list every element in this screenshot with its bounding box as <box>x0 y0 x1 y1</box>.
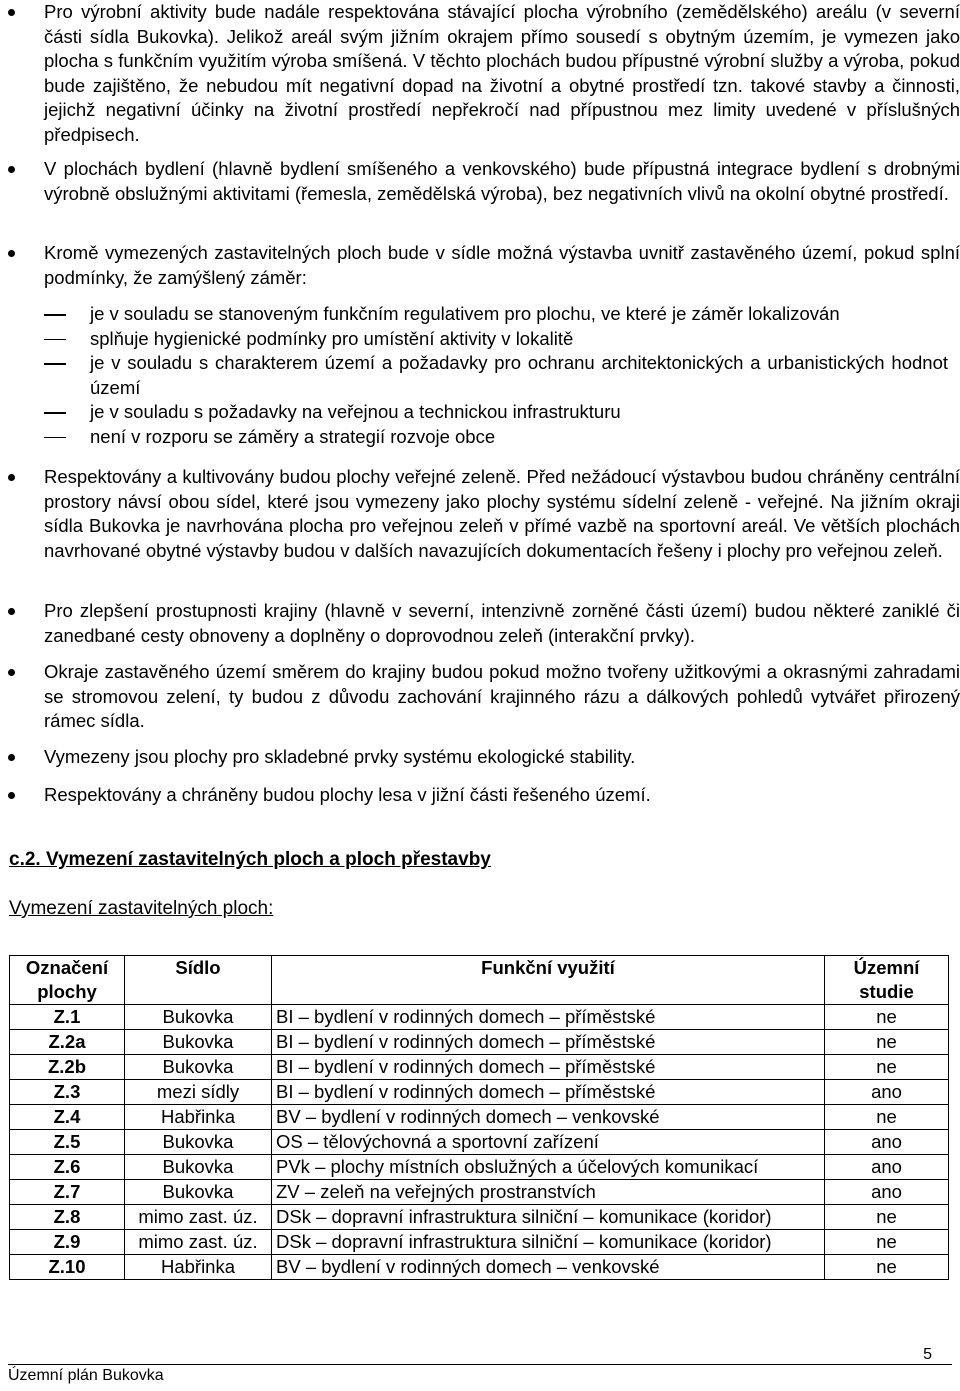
cell-site: Bukovka <box>125 1055 272 1080</box>
bullet-dot-icon <box>8 669 15 676</box>
bullet-item <box>0 783 960 808</box>
cell-use: BI – bydlení v rodinných domech – příměstské <box>272 1055 825 1080</box>
table-row <box>10 1005 949 1030</box>
zones-table <box>9 955 949 1280</box>
conditions-list <box>44 302 954 449</box>
condition-item <box>44 351 954 400</box>
condition-text: je v souladu se stanoveným funkčním regulativem pro plochu, ve které je záměr lokalizován <box>90 303 840 324</box>
cell-use: BV – bydlení v rodinných domech – venkovské <box>272 1105 825 1130</box>
section-heading: c.2. Vymezení zastavitelných ploch a ploch přestavby <box>9 849 491 870</box>
cell-use: BI – bydlení v rodinných domech – příměstské <box>272 1005 825 1030</box>
bullet-text: Pro výrobní aktivity bude nadále respektována stávající plocha výrobního (zemědělského) areálu (v severní části sídla Bukovka). Jelikož areál svým jižním okrajem přímo sousedí s obytným územím, je vymezen jako plocha s funkčním využitím výroba smíšená. V těchto plochách budou přípustné výrobní služby a výroba, pokud bude zajištěno, že nebudou mít negativní dopad na životní a obytné prostředí tzn. takové stavby a činnosti, jejichž negativní účinky na životní prostředí nepřekročí nad přípustnou mez limity uvedené v příslušných předpisech. <box>44 1 960 145</box>
bullet-dot-icon <box>8 9 15 16</box>
cell-use: BV – bydlení v rodinných domech – venkovské <box>272 1255 825 1280</box>
condition-item <box>44 400 954 425</box>
cell-code: Z.2a <box>10 1030 125 1055</box>
cell-code: Z.6 <box>10 1155 125 1180</box>
bullet-dot-icon <box>8 166 15 173</box>
bullet-dot-icon <box>8 754 15 761</box>
dash-icon <box>44 412 66 414</box>
condition-item <box>44 302 954 327</box>
bullet-item <box>0 745 960 770</box>
table-row <box>10 1180 949 1205</box>
bullet-item <box>0 465 960 563</box>
bullet-item <box>0 241 960 290</box>
footer-title: Územní plán Bukovka <box>8 1367 164 1384</box>
cell-site: Bukovka <box>125 1130 272 1155</box>
cell-code: Z.8 <box>10 1205 125 1230</box>
cell-site: Bukovka <box>125 1005 272 1030</box>
table-row <box>10 1130 949 1155</box>
table-row <box>10 1230 949 1255</box>
cell-study: ano <box>825 1130 949 1155</box>
cell-site: Bukovka <box>125 1155 272 1180</box>
table-row <box>10 1080 949 1105</box>
bullet-text: Pro zlepšení prostupnosti krajiny (hlavně v severní, intenzivně zorněné části území) budou některé zaniklé či zanedbané cesty obnoveny a doplněny o doprovodnou zeleň (interakční prvky). <box>44 600 960 646</box>
cell-study: ne <box>825 1255 949 1280</box>
cell-site: mimo zast. úz. <box>125 1205 272 1230</box>
table-row <box>10 1205 949 1230</box>
bullet-text: Okraje zastavěného území směrem do krajiny budou pokud možno tvořeny užitkovými a okrasnými zahradami se stromovou zelení, ty budou z důvodu zachování krajinného rázu a dálkových pohledů vytvářet přirozený rámec sídla. <box>44 661 960 731</box>
header-study: Územní studie <box>825 956 949 1005</box>
bullet-dot-icon <box>8 250 15 257</box>
cell-study: ne <box>825 1030 949 1055</box>
cell-site: Bukovka <box>125 1180 272 1205</box>
cell-study: ano <box>825 1180 949 1205</box>
cell-site: mezi sídly <box>125 1080 272 1105</box>
cell-use: ZV – zeleň na veřejných prostranstvích <box>272 1180 825 1205</box>
cell-use: BI – bydlení v rodinných domech – příměstské <box>272 1030 825 1055</box>
cell-code: Z.7 <box>10 1180 125 1205</box>
cell-code: Z.9 <box>10 1230 125 1255</box>
bullet-text: Respektovány a kultivovány budou plochy veřejné zeleně. Před nežádoucí výstavbou budou chráněny centrální prostory návsí obou sídel, které jsou vymezeny jako plochy systému sídelní zeleně - veřejné. Na jižním okraji sídla Bukovka je navrhována plocha pro veřejnou zeleň v přímé vazbě na sportovní areál. Ve větších plochách navrhované obytné výstavby budou v dalších navazujících dokumentacích řešeny i plochy pro veřejnou zeleň. <box>44 466 960 561</box>
section-subheading: Vymezení zastavitelných ploch: <box>9 898 274 919</box>
table-row <box>10 1155 949 1180</box>
condition-text: je v souladu s charakterem území a požadavky pro ochranu architektonických a urbanistických hodnot území <box>90 352 948 398</box>
page-number: 5 <box>923 1346 932 1363</box>
cell-code: Z.5 <box>10 1130 125 1155</box>
cell-code: Z.1 <box>10 1005 125 1030</box>
cell-study: ne <box>825 1055 949 1080</box>
table-row <box>10 1255 949 1280</box>
table-row <box>10 1105 949 1130</box>
cell-code: Z.4 <box>10 1105 125 1130</box>
cell-study: ne <box>825 1230 949 1255</box>
cell-use: OS – tělovýchovná a sportovní zařízení <box>272 1130 825 1155</box>
bullet-dot-icon <box>8 608 15 615</box>
bullet-item <box>0 599 960 648</box>
cell-study: ano <box>825 1080 949 1105</box>
bullet-text: Respektovány a chráněny budou plochy lesa v jižní části řešeného území. <box>44 784 651 805</box>
bullet-item <box>0 660 960 734</box>
table-header-row <box>10 956 949 1005</box>
cell-use: DSk – dopravní infrastruktura silniční – komunikace (koridor) <box>272 1205 825 1230</box>
condition-text: splňuje hygienické podmínky pro umístění aktivity v lokalitě <box>90 327 574 349</box>
dash-icon <box>44 363 66 365</box>
condition-item <box>44 425 954 450</box>
cell-site: Habřinka <box>125 1105 272 1130</box>
bullet-text: Kromě vymezených zastavitelných ploch bude v sídle možná výstavba uvnitř zastavěného území, pokud splní podmínky, že zamýšlený záměr: <box>44 242 960 288</box>
bullet-text: V plochách bydlení (hlavně bydlení smíšeného a venkovského) bude přípustná integrace bydlení s drobnými výrobně obslužnými aktivitami (řemesla, zemědělská výroba), bez negativních vlivů na okolní obytné prostředí. <box>44 158 960 204</box>
cell-code: Z.10 <box>10 1255 125 1280</box>
bullet-dot-icon <box>8 474 15 481</box>
bullet-text: Vymezeny jsou plochy pro skladebné prvky systému ekologické stability. <box>44 746 636 767</box>
cell-site: Bukovka <box>125 1030 272 1055</box>
bullet-item <box>0 0 960 147</box>
cell-use: BI – bydlení v rodinných domech – příměstské <box>272 1080 825 1105</box>
header-use: Funkční využití <box>272 956 825 1005</box>
cell-study: ne <box>825 1205 949 1230</box>
condition-text: je v souladu s požadavky na veřejnou a technickou infrastrukturu <box>90 401 621 422</box>
condition-text: není v rozporu se záměry a strategií rozvoje obce <box>90 425 496 447</box>
cell-code: Z.3 <box>10 1080 125 1105</box>
cell-site: mimo zast. úz. <box>125 1230 272 1255</box>
dash-icon <box>44 339 66 341</box>
cell-use: PVk – plochy místních obslužných a účelových komunikací <box>272 1155 825 1180</box>
cell-study: ano <box>825 1155 949 1180</box>
cell-use: DSk – dopravní infrastruktura silniční – komunikace (koridor) <box>272 1230 825 1255</box>
cell-site: Habřinka <box>125 1255 272 1280</box>
dash-icon <box>44 314 66 316</box>
dash-icon <box>44 437 66 439</box>
header-code: Označení plochy <box>10 956 125 1005</box>
bullet-item <box>0 157 960 206</box>
cell-study: ne <box>825 1105 949 1130</box>
table-row <box>10 1055 949 1080</box>
cell-study: ne <box>825 1005 949 1030</box>
table-row <box>10 1030 949 1055</box>
footer-divider <box>8 1364 952 1365</box>
header-site: Sídlo <box>125 956 272 1005</box>
bullet-dot-icon <box>8 792 15 799</box>
condition-item <box>44 327 954 352</box>
cell-code: Z.2b <box>10 1055 125 1080</box>
